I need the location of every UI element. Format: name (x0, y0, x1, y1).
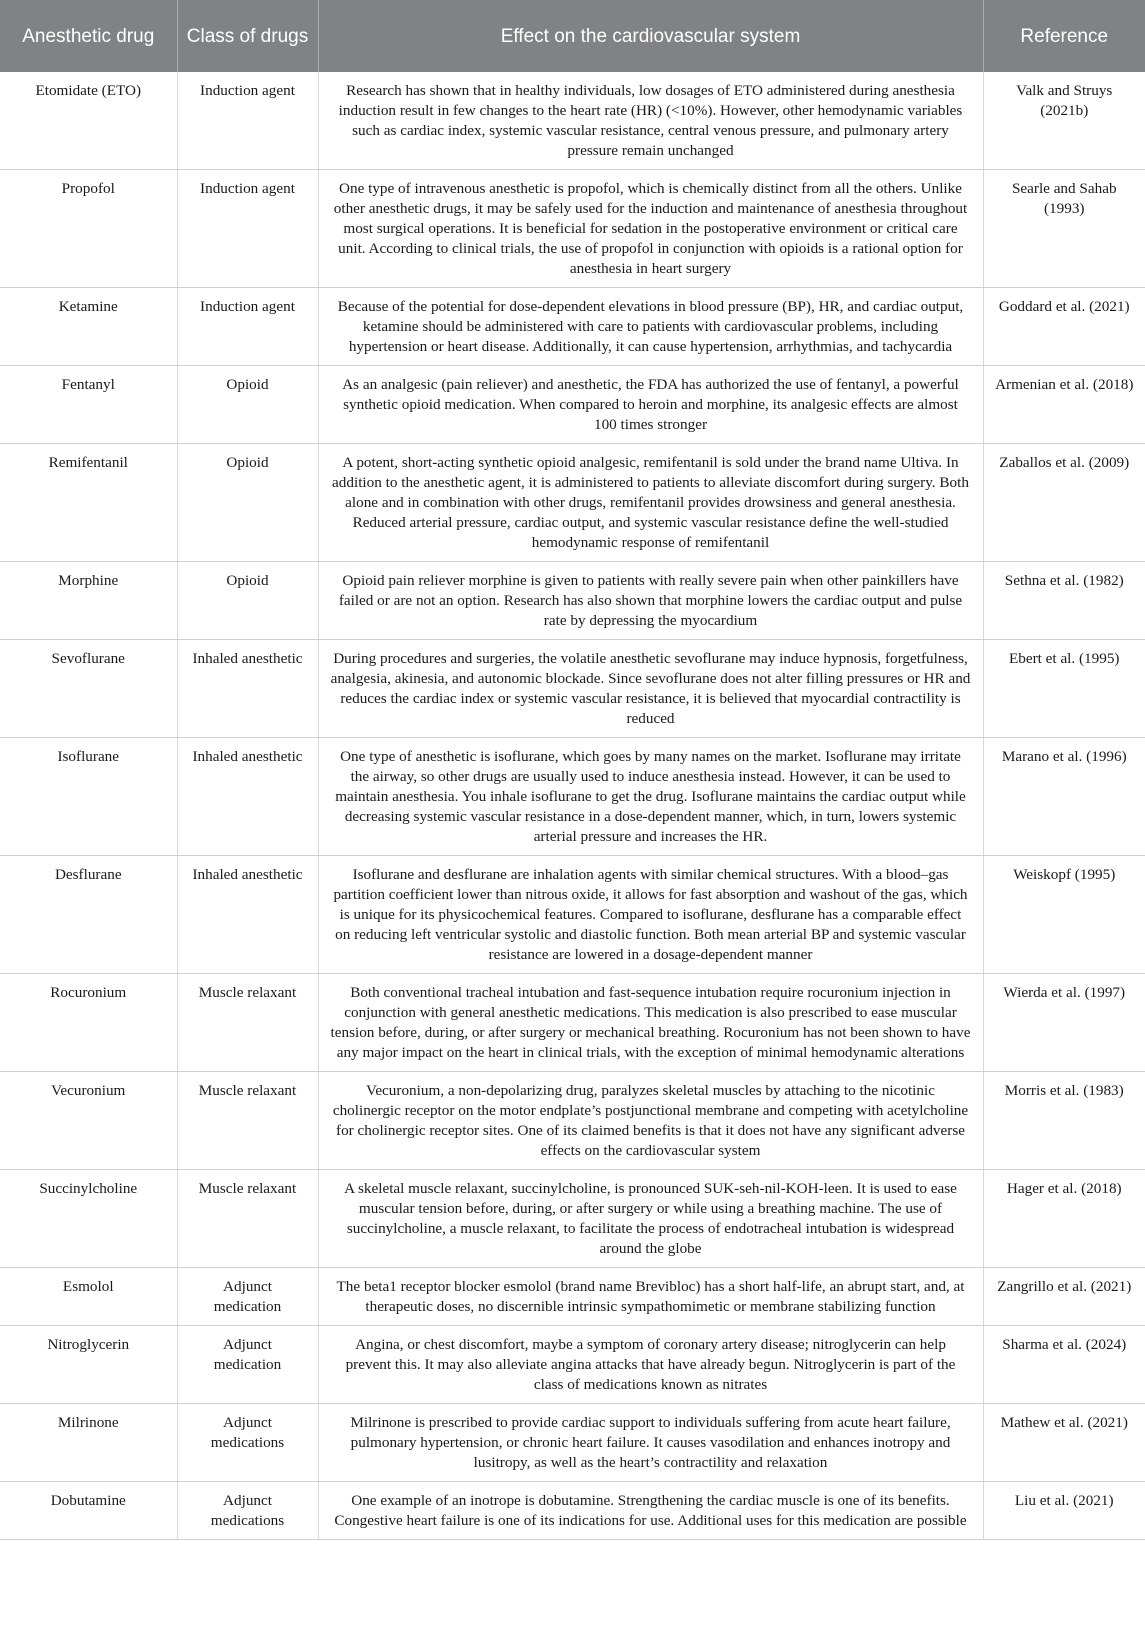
header-anesthetic-drug: Anesthetic drug (0, 0, 177, 72)
table-row (0, 288, 1145, 366)
table-row (0, 738, 1145, 856)
reference-cell: Morris et al. (1983) (983, 1072, 1145, 1170)
table-row (0, 72, 1145, 170)
reference-cell: Wierda et al. (1997) (983, 974, 1145, 1072)
header-row (0, 0, 1145, 72)
cardiovascular-effect-cell: Opioid pain reliever morphine is given to patients with really severe pain when other painkillers have failed or are not an option. Research has also shown that morphine lowers the cardiac output and pulse rate by depressing the myocardium (318, 562, 983, 640)
reference-cell: Sethna et al. (1982) (983, 562, 1145, 640)
header-reference: Reference (983, 0, 1145, 72)
header-cardiovascular-effect: Effect on the cardiovascular system (318, 0, 983, 72)
reference-cell: Zaballos et al. (2009) (983, 444, 1145, 562)
drug-name-cell: Milrinone (0, 1404, 177, 1482)
reference-cell: Hager et al. (2018) (983, 1170, 1145, 1268)
table-body (0, 72, 1145, 1540)
drug-class-cell: Muscle relaxant (177, 974, 318, 1072)
cardiovascular-effect-cell: During procedures and surgeries, the volatile anesthetic sevoflurane may induce hypnosis, forgetfulness, analgesia, akinesia, and autonomic blockade. Since sevoflurane does not alter filling pressures or HR and reduces the cardiac index or systemic vascular resistance, it is believed that myocardial contractility is reduced (318, 640, 983, 738)
drug-name-cell: Succinylcholine (0, 1170, 177, 1268)
cardiovascular-effect-cell: Isoflurane and desflurane are inhalation agents with similar chemical structures. With a blood–gas partition coefficient lower than nitrous oxide, it allows for fast absorption and washout of the gas, which is unique for its physicochemical features. Compared to isoflurane, desflurane has a comparable effect on reducing left ventricular systolic and diastolic function. Both mean arterial BP and systemic vascular resistance are lowered in a dosage-dependent manner (318, 856, 983, 974)
drug-class-cell: Opioid (177, 444, 318, 562)
reference-cell: Marano et al. (1996) (983, 738, 1145, 856)
drug-name-cell: Vecuronium (0, 1072, 177, 1170)
drug-name-cell: Propofol (0, 170, 177, 288)
reference-cell: Sharma et al. (2024) (983, 1326, 1145, 1404)
drug-name-cell: Remifentanil (0, 444, 177, 562)
table-row (0, 640, 1145, 738)
table-row (0, 856, 1145, 974)
drug-name-cell: Desflurane (0, 856, 177, 974)
drug-class-cell: Induction agent (177, 72, 318, 170)
table-row (0, 170, 1145, 288)
table-row (0, 1170, 1145, 1268)
drug-name-cell: Sevoflurane (0, 640, 177, 738)
cardiovascular-effect-cell: A skeletal muscle relaxant, succinylcholine, is pronounced SUK-seh-nil-KOH-leen. It is used to ease muscular tension before, during, or after surgery or while using a breathing machine. The use of succinylcholine, a muscle relaxant, to facilitate the process of endotracheal intubation is widespread around the globe (318, 1170, 983, 1268)
cardiovascular-effect-cell: Research has shown that in healthy individuals, low dosages of ETO administered during anesthesia induction result in few changes to the heart rate (HR) (<10%). However, other hemodynamic variables such as cardiac index, systemic vascular resistance, central venous pressure, and pulmonary artery pressure remain unchanged (318, 72, 983, 170)
cardiovascular-effect-cell: One type of intravenous anesthetic is propofol, which is chemically distinct from all the others. Unlike other anesthetic drugs, it may be safely used for the induction and maintenance of anesthesia throughout most surgical operations. It is beneficial for sedation in the postoperative environment or critical care unit. According to clinical trials, the use of propofol in conjunction with opioids is a rational option for anesthesia in heart surgery (318, 170, 983, 288)
drug-class-cell: Inhaled anesthetic (177, 856, 318, 974)
drug-name-cell: Dobutamine (0, 1482, 177, 1540)
cardiovascular-effect-cell: One type of anesthetic is isoflurane, which goes by many names on the market. Isoflurane may irritate the airway, so other drugs are usually used to induce anesthesia instead. However, it can be used to maintain anesthesia. You inhale isoflurane to get the drug. Isoflurane maintains the cardiac output while decreasing systemic vascular resistance in a dose-dependent manner, which, in turn, lowers systemic arterial pressure and increases the HR. (318, 738, 983, 856)
table-row (0, 1072, 1145, 1170)
cardiovascular-effect-cell: Both conventional tracheal intubation and fast-sequence intubation require rocuronium injection in conjunction with general anesthetic medications. This medication is also prescribed to ease muscular tension before, during, or after surgery or mechanical breathing. Rocuronium has not been shown to have any major impact on the heart in clinical trials, with the exception of minimal hemodynamic alterations (318, 974, 983, 1072)
drug-class-cell: Adjunct medications (177, 1482, 318, 1540)
drug-class-cell: Inhaled anesthetic (177, 640, 318, 738)
drug-name-cell: Esmolol (0, 1268, 177, 1326)
cardiovascular-effect-cell: One example of an inotrope is dobutamine. Strengthening the cardiac muscle is one of its benefits. Congestive heart failure is one of its indications for use. Additional uses for this medication are possible (318, 1482, 983, 1540)
drug-class-cell: Muscle relaxant (177, 1170, 318, 1268)
cardiovascular-effect-cell: Milrinone is prescribed to provide cardiac support to individuals suffering from acute heart failure, pulmonary hypertension, or chronic heart failure. It causes vasodilation and enhances inotropy and lusitropy, as well as the heart’s contractility and relaxation (318, 1404, 983, 1482)
reference-cell: Goddard et al. (2021) (983, 288, 1145, 366)
cardiovascular-effect-cell: Angina, or chest discomfort, maybe a symptom of coronary artery disease; nitroglycerin can help prevent this. It may also alleviate angina attacks that have already begun. Nitroglycerin is part of the class of medications known as nitrates (318, 1326, 983, 1404)
drug-name-cell: Ketamine (0, 288, 177, 366)
table-row (0, 562, 1145, 640)
drug-class-cell: Adjunct medication (177, 1326, 318, 1404)
drug-name-cell: Fentanyl (0, 366, 177, 444)
table-header (0, 0, 1145, 72)
drug-name-cell: Morphine (0, 562, 177, 640)
drug-class-cell: Inhaled anesthetic (177, 738, 318, 856)
drug-class-cell: Adjunct medication (177, 1268, 318, 1326)
cardiovascular-effect-cell: As an analgesic (pain reliever) and anesthetic, the FDA has authorized the use of fentanyl, a powerful synthetic opioid medication. When compared to heroin and morphine, its analgesic effects are almost 100 times stronger (318, 366, 983, 444)
table-row (0, 1268, 1145, 1326)
header-class-of-drugs: Class of drugs (177, 0, 318, 72)
drug-class-cell: Induction agent (177, 170, 318, 288)
drug-name-cell: Rocuronium (0, 974, 177, 1072)
drug-name-cell: Isoflurane (0, 738, 177, 856)
table-row (0, 1482, 1145, 1540)
drug-name-cell: Etomidate (ETO) (0, 72, 177, 170)
drug-class-cell: Opioid (177, 562, 318, 640)
table-row (0, 444, 1145, 562)
reference-cell: Mathew et al. (2021) (983, 1404, 1145, 1482)
reference-cell: Zangrillo et al. (2021) (983, 1268, 1145, 1326)
reference-cell: Armenian et al. (2018) (983, 366, 1145, 444)
cardiovascular-effect-cell: The beta1 receptor blocker esmolol (brand name Brevibloc) has a short half-life, an abrupt start, and, at therapeutic doses, no discernible intrinsic sympathomimetic or membrane stabilizing function (318, 1268, 983, 1326)
table-row (0, 1404, 1145, 1482)
reference-cell: Liu et al. (2021) (983, 1482, 1145, 1540)
reference-cell: Ebert et al. (1995) (983, 640, 1145, 738)
table-row (0, 974, 1145, 1072)
cardiovascular-effect-cell: Because of the potential for dose-dependent elevations in blood pressure (BP), HR, and cardiac output, ketamine should be administered with care to patients with cardiovascular problems, including hypertension or heart disease. Additionally, it can cause hypertension, arrhythmias, and tachycardia (318, 288, 983, 366)
drug-class-cell: Muscle relaxant (177, 1072, 318, 1170)
drug-name-cell: Nitroglycerin (0, 1326, 177, 1404)
table-row (0, 366, 1145, 444)
drug-class-cell: Induction agent (177, 288, 318, 366)
reference-cell: Valk and Struys (2021b) (983, 72, 1145, 170)
cardiovascular-effect-cell: Vecuronium, a non-depolarizing drug, paralyzes skeletal muscles by attaching to the nicotinic cholinergic receptor on the motor endplate’s postjunctional membrane and competing with acetylcholine for cholinergic receptor sites. One of its claimed benefits is that it does not have any significant adverse effects on the cardiovascular system (318, 1072, 983, 1170)
reference-cell: Weiskopf (1995) (983, 856, 1145, 974)
reference-cell: Searle and Sahab (1993) (983, 170, 1145, 288)
drug-class-cell: Adjunct medications (177, 1404, 318, 1482)
drug-class-cell: Opioid (177, 366, 318, 444)
table-row (0, 1326, 1145, 1404)
cardiovascular-effect-cell: A potent, short-acting synthetic opioid analgesic, remifentanil is sold under the brand name Ultiva. In addition to the anesthetic agent, it is administered to patients to alleviate discomfort during surgery. Both alone and in combination with other drugs, remifentanil provides drowsiness and general anesthesia. Reduced arterial pressure, cardiac output, and systemic vascular resistance define the well-studied hemodynamic response of remifentanil (318, 444, 983, 562)
